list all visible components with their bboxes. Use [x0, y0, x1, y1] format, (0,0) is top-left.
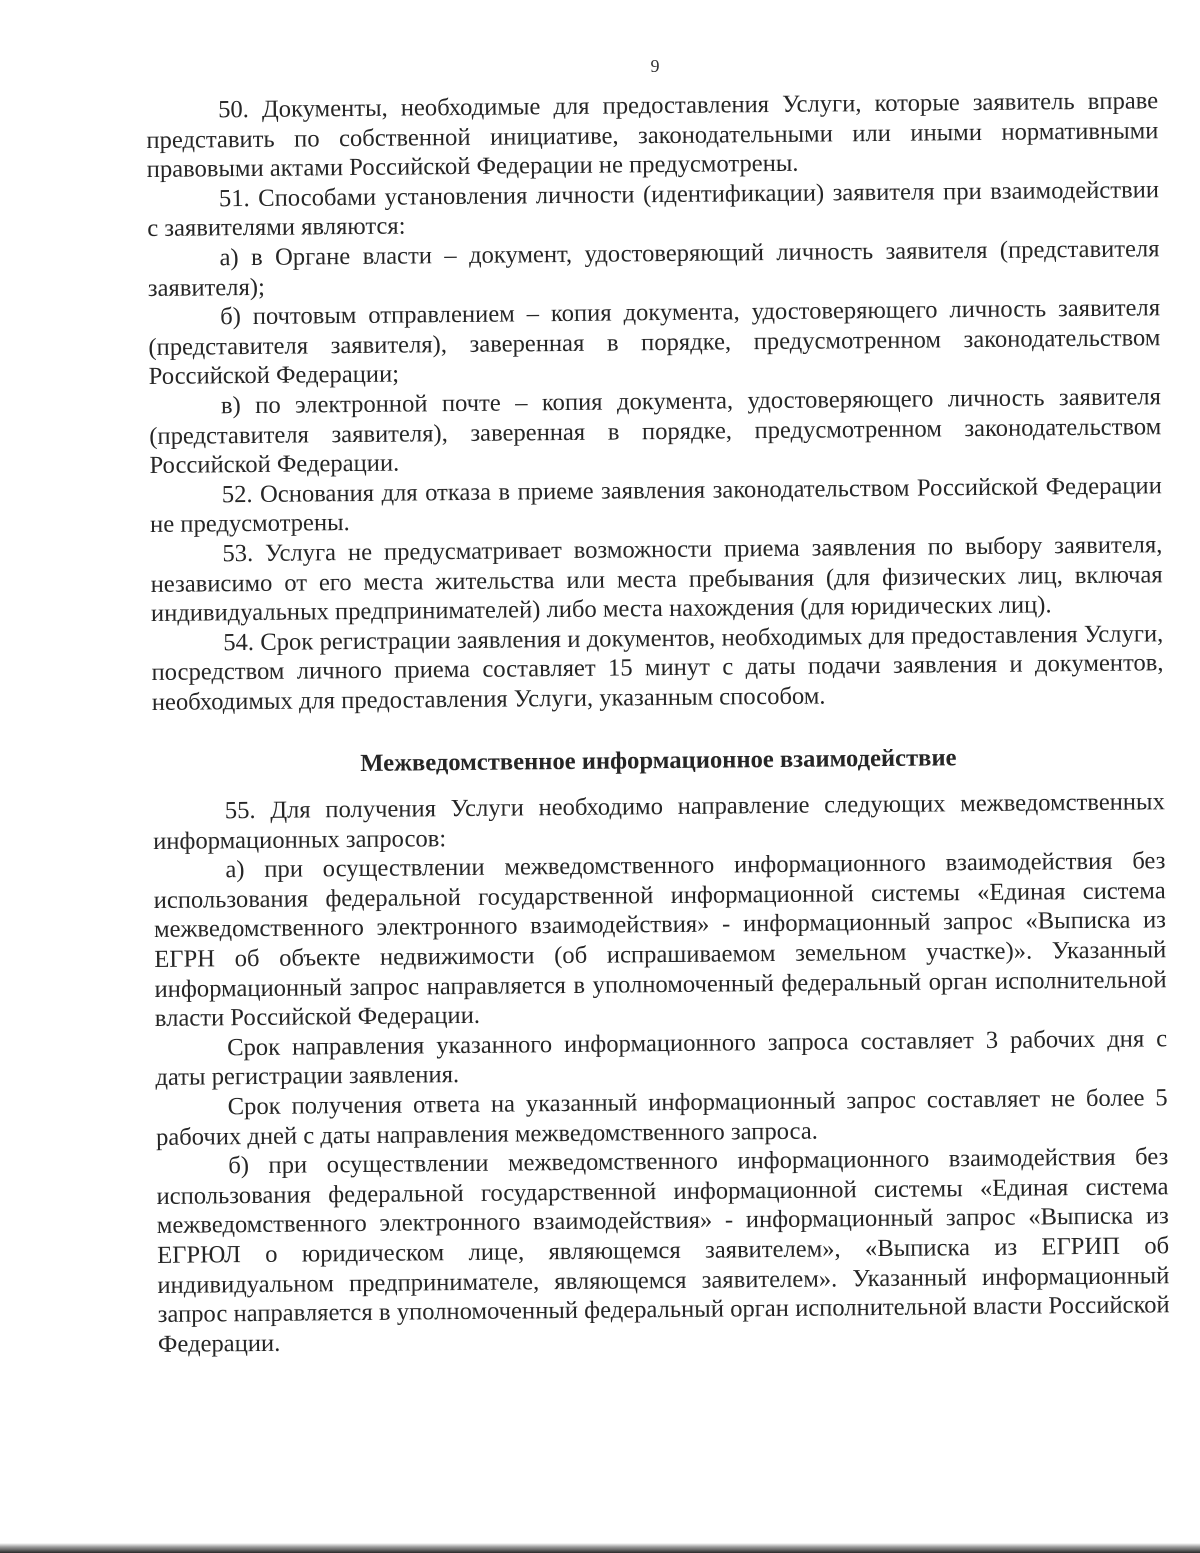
paragraph-50: 50. Документы, необходимые для предоставления Услуги, которые заявитель вправе представить по собственной инициативе, законодательными или иными нормативными правовыми актами Российской Федерации не предусмотрены. [146, 87, 1159, 184]
paragraph-52: 52. Основания для отказа в приеме заявления законодательством Российской Федерации не предусмотрены. [149, 471, 1162, 539]
paragraph-51-b: б) почтовым отправлением – копия документа, удостоверяющего личность заявителя (представителя заявителя), заверенная в порядке, предусмотренном законодательством Российской Федерации; [148, 294, 1161, 391]
paragraph-55-a: а) при осуществлении межведомственного информационного взаимодействия без использования федеральной государственной информационной системы «Единая система межведомственного электронного взаимодействия» - информационный запрос «Выписка из ЕГРН об объекте недвижимости (об испрашиваемом земельном участке)». Указанный информационный запрос направляется в уполномоченный федеральный орган исполнительной власти Российской Федерации. [153, 847, 1167, 1033]
paragraph-53: 53. Услуга не предусматривает возможности приема заявления по выбору заявителя, независимо от его места жительства или места пребывания (для физических лиц, включая индивидуальных предпринимателей) либо места нахождения (для юридических лиц). [150, 531, 1163, 628]
paragraph-51-v: в) по электронной почте – копия документа, удостоверяющего личность заявителя (представителя заявителя), заверенная в порядке, предусмотренном законодательством Российской Федерации. [149, 383, 1162, 480]
scan-bottom-edge [0, 1543, 1200, 1553]
document-body [146, 86, 1170, 1359]
paragraph-55: 55. Для получения Услуги необходимо направление следующих межведомственных информационных запросов: [153, 788, 1165, 855]
paragraph-54: 54. Срок регистрации заявления и документов, необходимых для предоставления Услуги, посредством личного приема составляет 15 минут с даты подачи заявления и документов, необходимых для предоставления Услуги, указанным способом. [151, 619, 1164, 716]
paragraph-55-b: б) при осуществлении межведомственного информационного взаимодействия без использования федеральной государственной информационной системы «Единая система межведомственного электронного взаимодействия» - информационный запрос «Выписка из ЕГРЮЛ о юридическом лице, являющемся заявителем», «Выписка из ЕГРИП об индивидуальном предпринимателе, являющемся заявителем». Указанный информационный запрос направляется в уполномоченный федеральный орган исполнительной власти Российской Федерации. [156, 1143, 1170, 1358]
paragraph-51: 51. Способами установления личности (идентификации) заявителя при взаимодействии с заявителями являются: [147, 176, 1160, 243]
paragraph-55-a-term-reply: Срок получения ответа на указанный информационный запрос составляет не более 5 рабочих дней с даты направления межведомственного запроса. [155, 1084, 1168, 1151]
paragraph-51-a: а) в Органе власти – документ, удостоверяющий личность заявителя (представителя заявителя); [147, 235, 1160, 302]
paragraph-55-a-term-send: Срок направления указанного информационного запроса составляет 3 рабочих дня с даты регистрации заявления. [155, 1025, 1168, 1092]
section-heading: Межведомственное информационное взаимодействие [360, 744, 957, 778]
page-number: 9 [650, 56, 660, 76]
